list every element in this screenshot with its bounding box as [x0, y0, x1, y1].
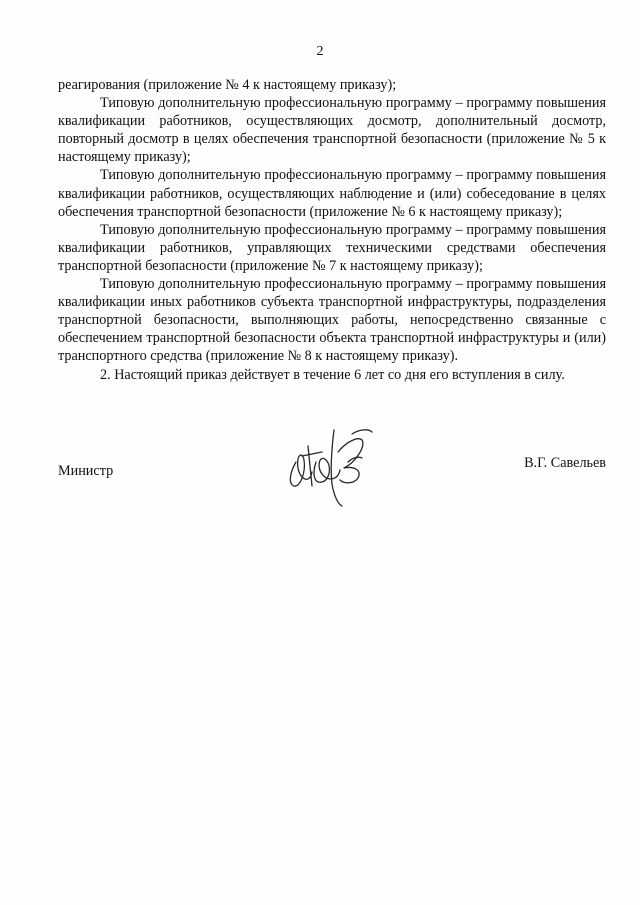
document-body [58, 76, 606, 384]
paragraph-appendix-5: Типовую дополнительную профессиональную программу – программу повышения квалификации работников, осуществляющих досмотр, дополнительный досмотр, повторный досмотр в целях обеспечения транспортной безопасности (приложение № 5 к настоящему приказу); [58, 95, 606, 166]
signature-icon [282, 422, 382, 508]
signer-position: Министр [58, 463, 114, 479]
page-number: 2 [316, 44, 324, 59]
paragraph-appendix-6: Типовую дополнительную профессиональную программу – программу повышения квалификации работников, осуществляющих наблюдение и (или) собеседование в целях обеспечения транспортной безопасности (приложение № 6 к настоящему приказу); [58, 167, 606, 220]
paragraph-validity-clause: 2. Настоящий приказ действует в течение 6 лет со дня его вступления в силу. [100, 366, 565, 383]
paragraph-appendix-8: Типовую дополнительную профессиональную программу – программу повышения квалификации иных работников субъекта транспортной инфраструктуры, подразделения транспортной безопасности, выполняющих работы, непосредственно связанные с обеспечением транспортной безопасности объекта транспортной инфраструктуры и (или) транспортного средства (приложение № 8 к настоящему приказу). [58, 276, 606, 365]
signer-name: В.Г. Савельев [524, 455, 606, 471]
paragraph-continuation: реагирования (приложение № 4 к настоящему приказу); [58, 77, 397, 93]
paragraph-appendix-7: Типовую дополнительную профессиональную программу – программу повышения квалификации работников, управляющих техническими средствами обеспечения транспортной безопасности (приложение № 7 к настоящему приказу); [58, 221, 606, 274]
